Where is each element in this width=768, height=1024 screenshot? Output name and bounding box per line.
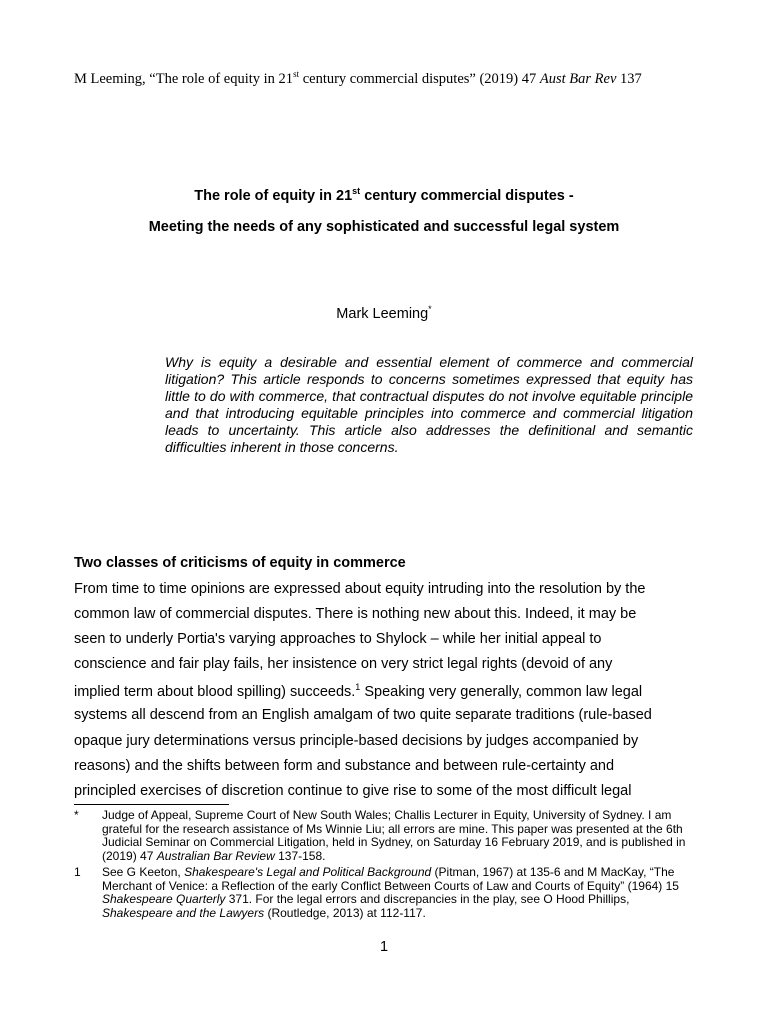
paragraph-line: conscience and fair play fails, her insistence on very strict legal rights (devoid of any [74, 656, 613, 672]
article-title: The role of equity in 21st century commercial disputes - [194, 186, 574, 204]
author-footnote-mark: * [428, 304, 432, 314]
footnote-ref: 1 [355, 682, 361, 692]
author-name: Mark Leeming* [336, 304, 432, 322]
paragraph-line: common law of commercial disputes. There is nothing new about this. Indeed, it may be [74, 606, 637, 622]
paragraph-line: principled exercises of discretion continue to give rise to some of the most difficult legal [74, 783, 632, 799]
running-citation: M Leeming, “The role of equity in 21st century commercial disputes” (2019) 47 Aust Bar Rev 137 [74, 69, 642, 87]
paragraph-line: systems all descend from an English amalgam of two quite separate traditions (rule-based [74, 707, 652, 723]
paragraph-line: reasons) and the shifts between form and substance and between rule-certainty and [74, 758, 615, 774]
paragraph-line: implied term about blood spilling) succeeds.$^1$ Speaking very generally, common law legal [74, 682, 643, 700]
article-subtitle: Meeting the needs of any sophisticated and successful legal system [148, 219, 620, 235]
document-page: M Leeming, “The role of equity in 21st century commercial disputes” (2019) 47 Aust Bar Rev 137 The role of equity in 21st century commercial disputes - Meeting the needs of any sophisticated and successful legal system Mark Leeming* Why is equity a desirable and essential element of commerce and commercial litigation? This article responds to concerns sometimes expressed that equity has little to do with commerce, that contractual disputes do not involve equitable principle and that introducing equitable principles into commerce and commercial litigation leads to uncertainty. This article also addresses the definitional and semantic difficulties inherent in those concerns. Two classes of criticisms of equity in commerce From time to time opinions are expressed about equity intruding into the resolution by the common law of commercial disputes. There is nothing new about this. Indeed, it may be seen to underly Portia's varying approaches to Shylock – while her initial appeal to conscience and fair play fails, her insistence on very strict legal rights (devoid of any implied term about blood spilling) succeeds.$^1$ Speaking very generally, common law legal systems all descend from an English amalgam of two quite separate traditions (rule-based opaque jury determinations versus principle-based decisions by judges accompanied by reasons) and the shifts between form and substance and between rule-certainty and principled exercises of discretion continue to give rise to some of the most difficult legal * Judge of Appeal, Supreme Court of New South Wales; Challis Lecturer in Equity, University of Sydney. I am grateful for the research assistance of Ms Winnie Liu; all errors are mine. This paper was presented at the 6th Judicial Seminar on Commercial Litigation, held in Sydney, on Saturday 16 February 2019, and is published in (2019) 47 Australian Bar Review 137-158. 1 See G Keeton, Shakespeare's Legal and Political Background (Pitman, 1967) at 135-6 and M MacKay, “The Merchant of Venice: a Reflection of the early Conflict Between Courts of Law and Courts of Equity” (1964) 15 Shakespeare Quarterly 371. For the legal errors and discrepancies in the play, see O Hood Phillips, Shakespeare and the Lawyers (Routledge, 2013) at 112-117. 1 [0, 0, 768, 1024]
abstract: Why is equity a desirable and essential element of commerce and commercial litigation? This article responds to concerns sometimes expressed that equity has little to do with commerce, that contractual disputes do not involve equitable principle and that introducing equitable principles into commerce and commercial litigation leads to uncertainty. This article also addresses the definitional and semantic difficulties inherent in those concerns. [165, 354, 693, 455]
paragraph-line: From time to time opinions are expressed about equity intruding into the resolution by the [74, 581, 646, 597]
page-number: 1 [379, 939, 389, 955]
section-heading: Two classes of criticisms of equity in commerce [74, 555, 406, 571]
paragraph-line: opaque jury determinations versus principle-based decisions by judges accompanied by [74, 733, 639, 749]
footnote-mark: * [74, 808, 79, 822]
paragraph-line: seen to underly Portia's varying approaches to Shylock – while her initial appeal to [74, 631, 602, 647]
footnote-separator [74, 804, 229, 805]
footnote-mark: 1 [74, 865, 81, 879]
